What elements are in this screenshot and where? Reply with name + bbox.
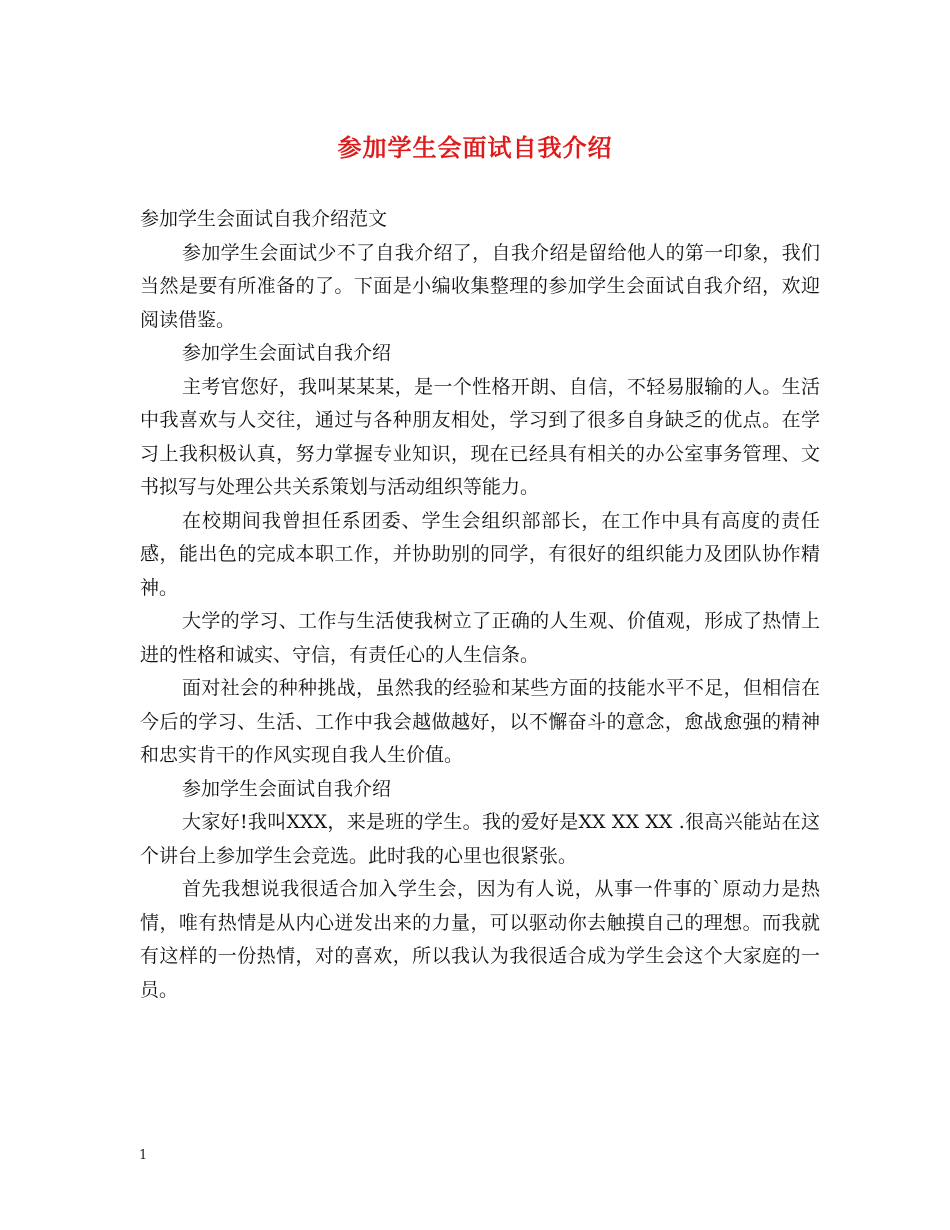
paragraph-subtitle: 参加学生会面试自我介绍范文 bbox=[140, 208, 388, 230]
paragraph: 大家好!我叫XXX，来是班的学生。我的爱好是XX XX XX .很高兴能站在这个讲台上参加学生会竞选。此时我的心里也很紧张。 bbox=[140, 811, 820, 867]
document-body bbox=[140, 203, 820, 1007]
page-number: 1 bbox=[139, 1148, 148, 1163]
paragraph: 首先我想说我很适合加入学生会，因为有人说，从事一件事的`原动力是热情，唯有热情是从内心迸发出来的力量，可以驱动你去触摸自己的理想。而我就有这样的一份热情，对的喜欢，所以我认为我很适合成为学生会这个大家庭的一员。 bbox=[140, 878, 820, 1001]
section-heading: 参加学生会面试自我介绍 bbox=[182, 342, 392, 364]
document-title: 参加学生会面试自我介绍 bbox=[337, 133, 613, 162]
section-heading: 参加学生会面试自我介绍 bbox=[182, 777, 392, 800]
paragraph: 参加学生会面试少不了自我介绍了，自我介绍是留给他人的第一印象，我们当然是要有所准备的了。下面是小编收集整理的参加学生会面试自我介绍，欢迎阅读借鉴。 bbox=[140, 241, 820, 331]
paragraph: 面对社会的种种挑战，虽然我的经验和某些方面的技能水平不足，但相信在今后的学习、生活、工作中我会越做越好，以不懈奋斗的意念，愈战愈强的精神和忠实肯干的作风实现自我人生价值。 bbox=[140, 677, 820, 766]
paragraph: 主考官您好，我叫某某某，是一个性格开朗、自信，不轻易服输的人。生活中我喜欢与人交往，通过与各种朋友相处，学习到了很多自身缺乏的优点。在学习上我积极认真，努力掌握专业知识，现在已经具有相关的办公室事务管理、文书拟写与处理公共关系策划与活动组织等能力。 bbox=[140, 375, 820, 498]
paragraph: 在校期间我曾担任系团委、学生会组织部部长，在工作中具有高度的责任感，能出色的完成本职工作，并协助别的同学，有很好的组织能力及团队协作精神。 bbox=[140, 509, 820, 599]
paragraph: 大学的学习、工作与生活使我树立了正确的人生观、价值观，形成了热情上进的性格和诚实、守信，有责任心的人生信条。 bbox=[140, 610, 820, 666]
